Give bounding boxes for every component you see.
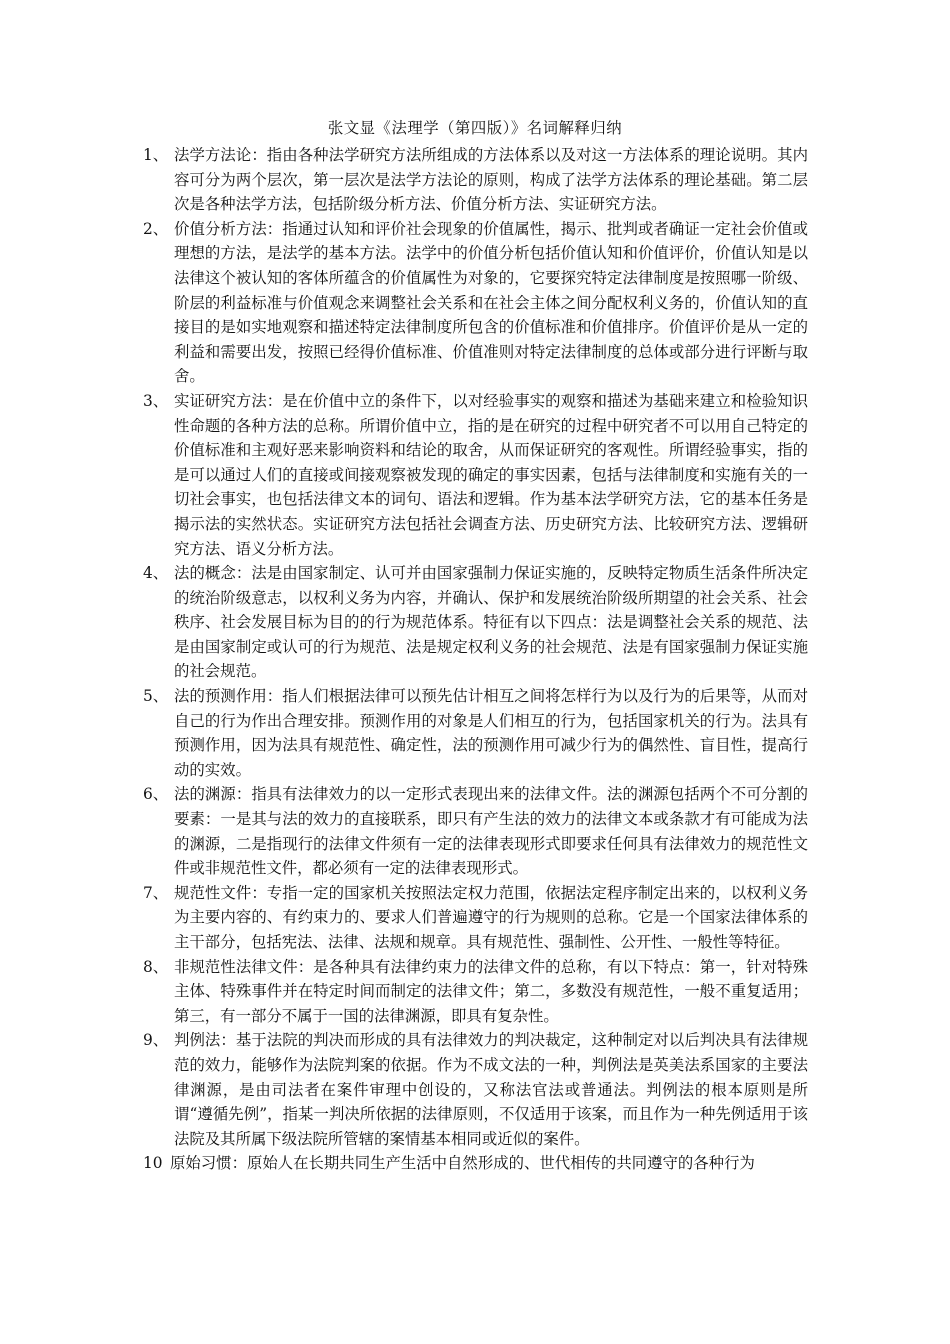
item-text: 法的预测作用：指人们根据法律可以预先估计相互之间将怎样行为以及行为的后果等，从而对自己的行为作出合理安排。预测作用的对象是人们相互的行为，包括国家机关的行为。法具有预测作用，因为法具有规范性、确定性，法的预测作用可减少行为的偶然性、盲目性，提高行动的实效。 xyxy=(174,687,808,779)
item-text: 法的概念：法是由国家制定、认可并由国家强制力保证实施的，反映特定物质生活条件所决定的统治阶级意志，以权利义务为内容，并确认、保护和发展统治阶级所期望的社会关系、社会秩序、社会发展目标为目的的行为规范体系。特征有以下四点：法是调整社会关系的规范、法是由国家制定或认可的行为规范、法是规定权利义务的社会规范、法是有国家强制力保证实施的社会规范。 xyxy=(174,564,808,681)
item-number: 1、 xyxy=(143,146,169,164)
list-item xyxy=(143,1028,808,1151)
item-number: 2、 xyxy=(143,219,169,238)
item-text: 法的渊源：指具有法律效力的以一定形式表现出来的法律文件。法的渊源包括两个不可分割的要素：一是其与法的效力的直接联系，即只有产生法的效力的法律文本或条款才有可能成为法的渊源，二是指现行的法律文件须有一定的法律表现形式即要求任何具有法律效力的规范性文件或非规范性文件，都必须有一定的法律表现形式。 xyxy=(174,785,808,878)
item-text: 实证研究方法：是在价值中立的条件下，以对经验事实的观察和描述为基础来建立和检验知识性命题的各种方法的总称。所谓价值中立，指的是在研究的过程中研究者不可以用自己特定的价值标准和主观好恶来影响资料和结论的取舍，从而保证研究的客观性。所谓经验事实，指的是可以通过人们的直接或间接观察被发现的确定的事实因素，包括与法律制度和实施有关的一切社会事实，也包括法律文本的词句、语法和逻辑。作为基本法学研究方法，它的基本任务是揭示法的实然状态。实证研究方法包括社会调查方法、历史研究方法、比较研究方法、逻辑研究方法、语义分析方法。 xyxy=(174,391,808,558)
item-number: 5、 xyxy=(143,687,169,706)
item-number: 4、 xyxy=(143,564,169,583)
item-text: 价值分析方法：指通过认知和评价社会现象的价值属性，揭示、批判或者确证一定社会价值或理想的方法，是法学的基本方法。法学中的价值分析包括价值认知和价值评价，价值认知是以法律这个被认知的客体所蕴含的价值属性为对象的，它要探究特定法律制度是按照哪一阶级、阶层的利益标准与价值观念来调整社会关系和在社会主体之间分配权利义务的，价值认知的直接目的是如实地观察和描述特定法律制度所包含的价值标准和价值排序。价值评价是从一定的利益和需要出发，按照已经得价值标准、价值准则对特定法律制度的总体或部分进行评断与取舍。 xyxy=(174,219,808,386)
item-text: 原始习惯：原始人在长期共同生产生活中自然形成的、世代相传的共同遵守的各种行为 xyxy=(170,1154,755,1173)
list-item xyxy=(143,389,808,561)
item-number: 6、 xyxy=(143,785,169,804)
item-number: 7、 xyxy=(143,883,169,902)
list-item xyxy=(143,955,808,1029)
item-number: 9、 xyxy=(143,1031,169,1050)
list-item xyxy=(143,881,808,955)
list-item xyxy=(143,561,808,684)
document-title: 张文显《法理学（第四版）》名词解释归纳 xyxy=(327,119,623,137)
list-item xyxy=(143,684,808,782)
item-number: 3、 xyxy=(143,391,169,410)
list-item xyxy=(143,782,808,880)
item-text: 法学方法论：指由各种法学研究方法所组成的方法体系以及对这一方法体系的理论说明。其内容可分为两个层次，第一层次是法学方法论的原则，构成了法学方法体系的理论基础。第二层次是各种法学方法，包括阶级分析方法、价值分析方法、实证研究方法。 xyxy=(174,146,808,214)
list-item xyxy=(143,143,808,217)
item-number: 8、 xyxy=(143,957,169,976)
item-text: 非规范性法律文件：是各种具有法律约束力的法律文件的总称，有以下特点：第一，针对特殊主体、特殊事件并在特定时间而制定的法律文件；第二，多数没有规范性，一般不重复适用；第三，有一部分不属于一国的法律渊源，即具有复杂性。 xyxy=(174,957,808,1025)
list-item xyxy=(143,217,808,389)
item-text: 规范性文件：专指一定的国家机关按照法定权力范围，依据法定程序制定出来的，以权利义务为主要内容的、有约束力的、要求人们普遍遵守的行为规则的总称。它是一个国家法律体系的主干部分，包括宪法、法律、法规和规章。具有规范性、强制性、公开性、一般性等特征。 xyxy=(174,883,808,951)
term-list xyxy=(143,143,808,1176)
item-number: 10 xyxy=(143,1154,163,1173)
list-item xyxy=(143,1151,808,1176)
item-text: 判例法：基于法院的判决而形成的具有法律效力的判决裁定，这种制定对以后判决具有法律规范的效力，能够作为法院判案的依据。作为不成文法的一种，判例法是英美法系国家的主要法律渊源，是由司法者在案件审理中创设的，又称法官法或普通法。判例法的根本原则是所谓“遵循先例”，指某一判决所依据的法律原则，不仅适用于该案，而且作为一种先例适用于该法院及其所属下级法院所管辖的案情基本相同或近似的案件。 xyxy=(174,1031,808,1148)
